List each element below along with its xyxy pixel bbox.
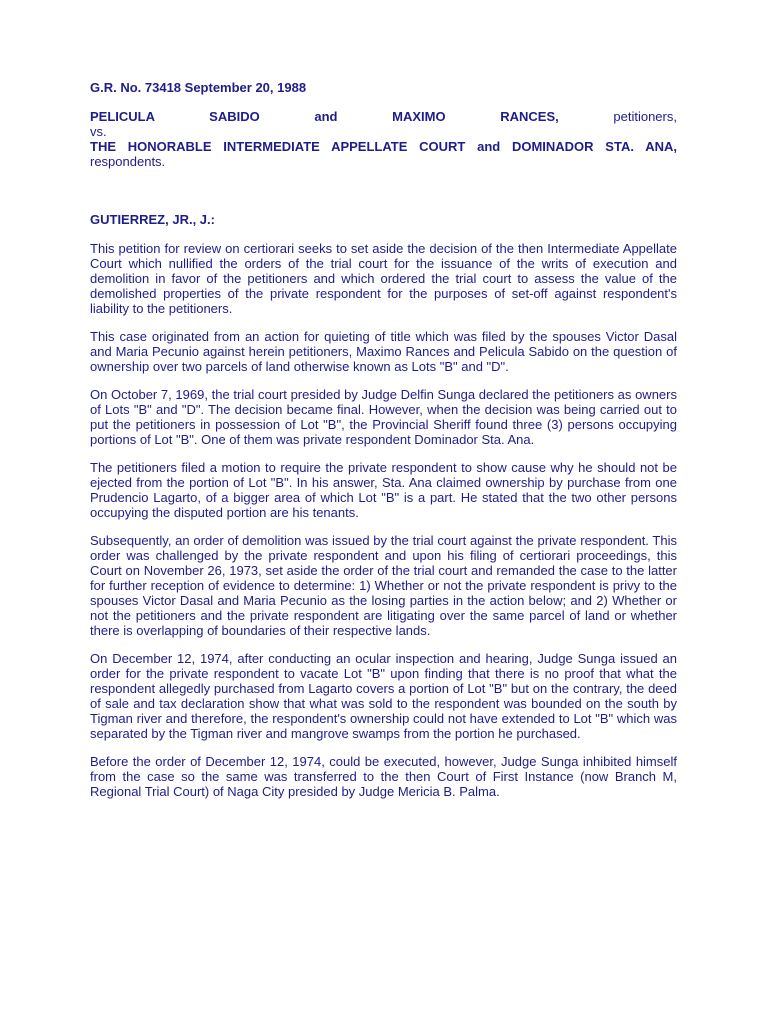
- case-parties: [90, 109, 677, 169]
- respondents-label: respondents.: [90, 154, 166, 169]
- respondents-line: [90, 139, 677, 169]
- petitioners-line: [90, 109, 677, 124]
- paragraph: The petitioners filed a motion to require the private respondent to show cause why he should not be ejected from the portion of Lot "B". In his answer, Sta. Ana claimed ownership by purchase from one Prudencio Lagarto, of a bigger area of which Lot "B" is a part. He stated that the two other persons occupying the disputed portion are his tenants.: [90, 460, 677, 520]
- paragraph: Before the order of December 12, 1974, could be executed, however, Judge Sunga inhibited himself from the case so the same was transferred to the then Court of First Instance (now Branch M, Regional Trial Court) of Naga City presided by Judge Mericia B. Palma.: [90, 754, 677, 799]
- versus: vs.: [90, 124, 107, 139]
- case-number: G.R. No. 73418 September 20, 1988: [90, 80, 307, 95]
- petitioners-names: PELICULA SABIDO and MAXIMO RANCES,: [90, 109, 559, 124]
- paragraph: This petition for review on certiorari seeks to set aside the decision of the then Intermediate Appellate Court which nullified the orders of the trial court for the issuance of the writs of execution and demolition in favor of the petitioners and which ordered the trial court to assess the value of the demolished properties of the private respondent for the purposes of set-off against respondent's liability to the petitioners.: [90, 241, 677, 316]
- respondents-names: THE HONORABLE INTERMEDIATE APPELLATE COURT and DOMINADOR STA. ANA,: [90, 139, 677, 154]
- paragraph: Subsequently, an order of demolition was issued by the trial court against the private respondent. This order was challenged by the private respondent and upon his filing of certiorari proceedings, this Court on November 26, 1973, set aside the order of the trial court and remanded the case to the latter for further reception of evidence to determine: 1) Whether or not the private respondent is privy to the spouses Victor Dasal and Maria Pecunio as the losing parties in the action below; and 2) Whether or not the petitioners and the private respondent are litigating over the same parcel of land or whether there is overlapping of boundaries of their respective lands.: [90, 533, 677, 638]
- ponente: GUTIERREZ, JR., J.:: [90, 212, 215, 227]
- petitioners-label: petitioners,: [613, 109, 677, 124]
- paragraph: This case originated from an action for quieting of title which was filed by the spouses Victor Dasal and Maria Pecunio against herein petitioners, Maximo Rances and Pelicula Sabido on the question of ownership over two parcels of land otherwise known as Lots "B" and "D".: [90, 329, 677, 374]
- paragraph: On October 7, 1969, the trial court presided by Judge Delfin Sunga declared the petitioners as owners of Lots "B" and "D". The decision became final. However, when the decision was being carried out to put the petitioners in possession of Lot "B", the Provincial Sheriff found three (3) persons occupying portions of Lot "B". One of them was private respondent Dominador Sta. Ana.: [90, 387, 677, 447]
- paragraph: On December 12, 1974, after conducting an ocular inspection and hearing, Judge Sunga issued an order for the private respondent to vacate Lot "B" upon finding that there is no proof that what the respondent allegedly purchased from Lagarto covers a portion of Lot "B" but on the contrary, the deed of sale and tax declaration show that what was sold to the respondent was bounded on the south by Tigman river and therefore, the respondent's ownership could not have extended to Lot "B" which was separated by the Tigman river and mangrove swamps from the portion he purchased.: [90, 651, 677, 741]
